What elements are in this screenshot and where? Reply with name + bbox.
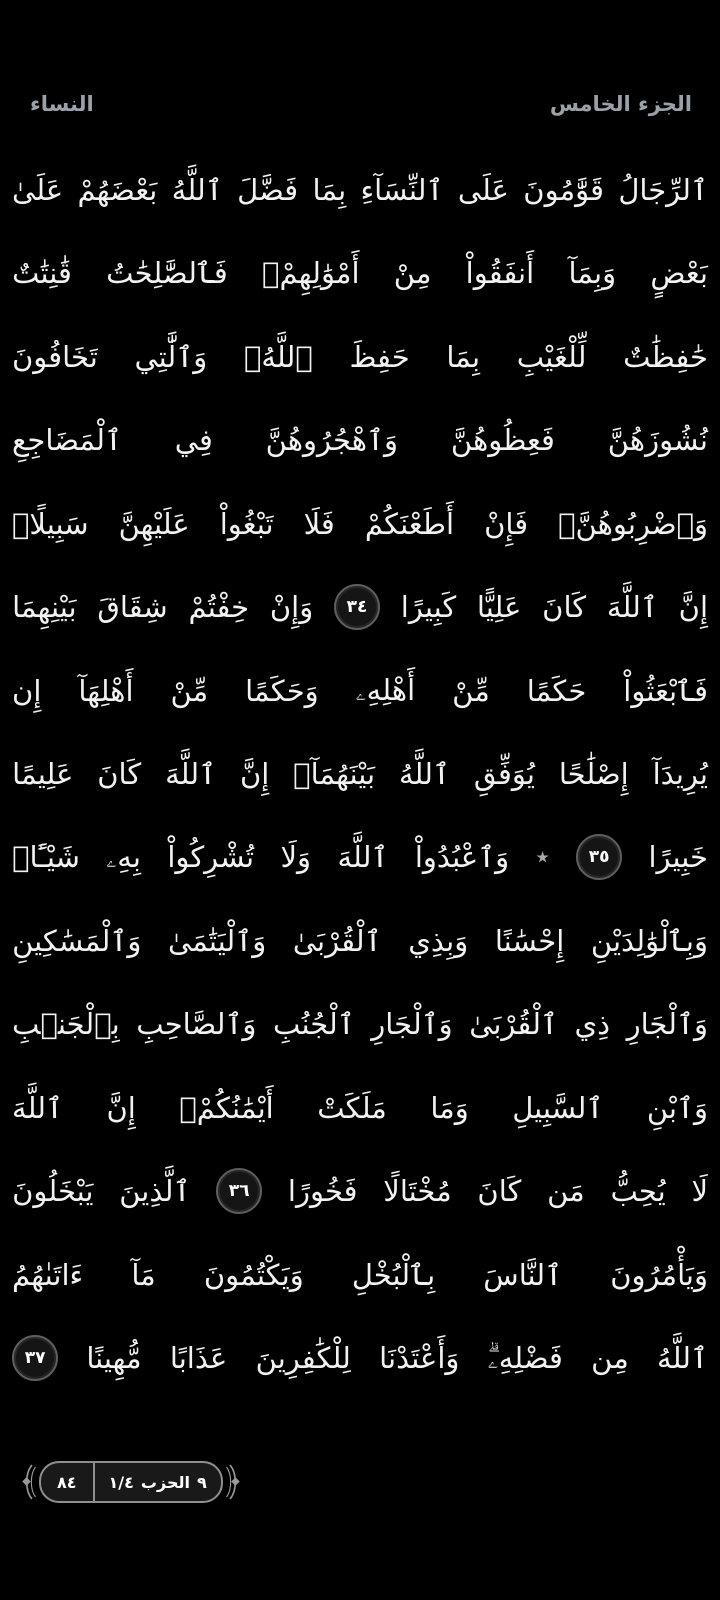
quran-word[interactable]: إِنَّ: [106, 1090, 136, 1125]
quran-word[interactable]: وَبِمَآ: [568, 256, 617, 291]
quran-word[interactable]: وَبِذِي: [408, 923, 469, 958]
quran-word[interactable]: عَلَيْهِنَّ: [118, 506, 190, 541]
quran-word[interactable]: وَٱعْبُدُواْ: [414, 840, 510, 875]
quran-word[interactable]: إِحْسَٰنًا: [494, 923, 565, 958]
quran-word[interactable]: بَعْضٍ: [650, 256, 708, 291]
quran-word[interactable]: أَنفَقُواْ: [465, 256, 535, 291]
surah-name-label: النساء: [30, 92, 94, 116]
quran-word[interactable]: وَٱلْمَسَٰكِينِ: [12, 923, 142, 958]
quran-word[interactable]: ٱللَّهَ: [12, 1090, 64, 1125]
page-indicator-pill: [39, 1461, 223, 1503]
quran-word[interactable]: وَمَا: [430, 1090, 469, 1125]
quran-word[interactable]: فِي: [174, 423, 213, 458]
quran-word[interactable]: وَٱلْجَارِ: [371, 1007, 453, 1042]
quran-word[interactable]: شَيْـًٔاۖ: [12, 840, 80, 875]
quran-word[interactable]: بَعْضَهُمْ: [77, 172, 158, 207]
quran-word[interactable]: وَٱبْنِ: [646, 1090, 708, 1125]
quran-word[interactable]: حَكَمًا: [526, 673, 587, 708]
mushaf-line: [8, 1317, 712, 1400]
quran-word[interactable]: مُخْتَالًا: [383, 1174, 452, 1209]
quran-word[interactable]: أَيْمَٰنُكُمْۗ: [179, 1090, 274, 1125]
quran-word[interactable]: ٱللَّهُۚ: [243, 339, 313, 374]
quran-word[interactable]: حَٰفِظَٰتٌ: [623, 339, 708, 374]
quran-word[interactable]: ٱلْجُنُبِ: [272, 1007, 355, 1042]
quran-word[interactable]: كَانَ: [477, 1174, 522, 1209]
quran-word[interactable]: بَيْنِهِمَا: [12, 590, 77, 625]
quran-word[interactable]: تَبْغُواْ: [219, 506, 274, 541]
quran-word[interactable]: أَهْلِهِۦ: [355, 673, 416, 708]
quran-word[interactable]: كَبِيرًا: [400, 590, 457, 625]
hizb-word: الحزب: [140, 1472, 190, 1492]
mushaf-line: [8, 1233, 712, 1316]
hizb-number: ٩: [196, 1472, 207, 1492]
quran-word[interactable]: شِقَاقَ: [97, 590, 168, 625]
quran-word[interactable]: يُوَفِّقِ: [473, 757, 535, 792]
quran-word[interactable]: مِّنْ: [170, 673, 209, 708]
quran-word[interactable]: ٱلْقُرْبَىٰ: [469, 1007, 558, 1042]
quran-word[interactable]: بِمَا: [446, 339, 481, 374]
quran-word[interactable]: سَبِيلًاۗ: [12, 506, 89, 541]
quran-word[interactable]: ٱللَّهَ: [606, 590, 658, 625]
ayah-number-badge[interactable]: ٣٧: [12, 1335, 58, 1381]
quran-word[interactable]: وَيَأْمُرُونَ: [610, 1257, 708, 1292]
quran-word[interactable]: عَلَى: [457, 172, 509, 207]
hizb-indicator-cell: [95, 1463, 221, 1501]
quran-word[interactable]: عَذَابًا: [169, 1341, 228, 1376]
quran-word[interactable]: وَيَكْتُمُونَ: [203, 1257, 304, 1292]
quran-word[interactable]: كَانَ: [97, 757, 142, 792]
ayah-number-badge[interactable]: ٣٥: [576, 834, 622, 880]
quran-word[interactable]: لِّلْغَيْبِ: [516, 339, 587, 374]
quran-word[interactable]: نُشُوزَهُنَّ: [607, 423, 708, 458]
quran-word[interactable]: ٱللَّهَ: [165, 757, 217, 792]
quran-word[interactable]: وَٱلْيَتَٰمَىٰ: [167, 923, 267, 958]
mushaf-line: [8, 231, 712, 314]
quran-word[interactable]: يُرِيدَآ: [652, 757, 708, 792]
quran-word[interactable]: بِٱلْبُخْلِ: [351, 1257, 436, 1292]
mushaf-line: [8, 315, 712, 398]
quran-word[interactable]: فَضْلِهِۦۗ: [487, 1340, 563, 1375]
mushaf-line: [8, 1150, 712, 1233]
quran-word[interactable]: ٱلرِّجَالُ: [618, 172, 708, 207]
ayah-number-badge[interactable]: ٣٦: [216, 1168, 262, 1214]
quran-word[interactable]: وَٱهْجُرُوهُنَّ: [265, 423, 399, 458]
quran-word[interactable]: خِفْتُمْ: [188, 590, 250, 625]
ayah-number-badge[interactable]: ٣٤: [334, 584, 380, 630]
quran-word[interactable]: فَعِظُوهُنَّ: [450, 423, 555, 458]
quran-word[interactable]: إِصْلَٰحًا: [558, 757, 629, 792]
quran-word[interactable]: وَحَكَمًا: [245, 673, 319, 708]
quran-word[interactable]: إِنَّ: [239, 757, 270, 792]
quran-word[interactable]: كَانَ: [542, 590, 587, 625]
quran-word[interactable]: أَهْلِهَآ: [78, 673, 134, 708]
quran-word[interactable]: بِهِۦ: [106, 839, 141, 874]
quran-word[interactable]: مِنْ: [393, 256, 432, 291]
quran-word[interactable]: تُشْرِكُواْ: [167, 840, 255, 875]
quran-word[interactable]: ٱللَّهُ: [171, 172, 223, 207]
quran-word[interactable]: وَٱلْجَارِ: [626, 1007, 708, 1042]
page-footer: [20, 1461, 242, 1503]
quran-word[interactable]: فَلَا: [303, 506, 335, 541]
quran-word[interactable]: فَخُورًا: [287, 1174, 358, 1209]
quran-word[interactable]: وَٱلصَّاحِبِ: [136, 1007, 257, 1042]
quran-word[interactable]: مِن: [591, 1341, 629, 1376]
quran-word[interactable]: عَلِيًّا: [476, 590, 522, 625]
quran-word[interactable]: ٱللَّهُ: [657, 1341, 708, 1376]
quran-word[interactable]: تَخَافُونَ: [12, 339, 98, 374]
quran-word[interactable]: أَطَعْنَكُمْ: [364, 506, 455, 541]
quran-word[interactable]: وَلَا: [280, 840, 312, 875]
quran-word[interactable]: ٱلنِّسَآءِ: [360, 172, 444, 207]
quran-word[interactable]: مَآ: [131, 1257, 156, 1292]
mushaf-line: [8, 649, 712, 732]
quran-word[interactable]: مَلَكَتْ: [317, 1090, 387, 1125]
quran-word[interactable]: قَوَّٰمُونَ: [523, 172, 604, 207]
quran-word[interactable]: بِمَا: [312, 172, 347, 207]
quran-word[interactable]: يَبْخَلُونَ: [12, 1174, 94, 1209]
footer-ornament-left-icon: [20, 1463, 36, 1501]
quran-word[interactable]: ٱلَّذِينَ: [119, 1174, 191, 1209]
mushaf-line: [8, 816, 712, 899]
quran-word[interactable]: إِن: [12, 673, 42, 708]
quran-word[interactable]: مِّنْ: [452, 673, 490, 708]
juz-name-label: الجزء الخامس: [549, 92, 692, 116]
quran-word[interactable]: ذِي: [574, 1007, 611, 1042]
quran-word[interactable]: إِنَّ: [678, 590, 708, 625]
quran-word[interactable]: وَأَعْتَدْنَا: [379, 1341, 460, 1376]
quran-word[interactable]: لَا: [691, 1174, 708, 1209]
quran-word[interactable]: بِٱلْجَنۢبِ: [12, 1007, 120, 1042]
quran-word[interactable]: ٱلسَّبِيلِ: [512, 1090, 604, 1125]
page-header: [30, 92, 692, 116]
mushaf-line: [8, 983, 712, 1066]
quran-word[interactable]: ٱلْقُرْبَىٰ: [292, 923, 382, 958]
hizb-fraction: ١/٤: [108, 1472, 134, 1492]
mushaf-lines: [8, 148, 712, 1400]
quran-word[interactable]: ٱلْمَضَاجِعِ: [12, 423, 122, 458]
page-number-cell: [41, 1463, 95, 1501]
quran-word[interactable]: عَلِيمًا: [12, 757, 74, 792]
mushaf-line: [8, 148, 712, 231]
mushaf-line: [8, 565, 712, 648]
quran-word[interactable]: فَإِنْ: [484, 506, 529, 541]
quran-word[interactable]: وَإِنْ: [269, 590, 314, 625]
quran-word[interactable]: ٱللَّهَ: [337, 840, 389, 875]
quran-word[interactable]: فَٱبْعَثُواْ: [623, 673, 708, 708]
quran-word[interactable]: وَٱلَّٰتِي: [134, 339, 208, 374]
quran-word[interactable]: بَيْنَهُمَآۗ: [293, 757, 376, 792]
rub-el-hizb-icon: ٭: [535, 842, 550, 873]
mushaf-line: [8, 482, 712, 565]
mushaf-line: [8, 732, 712, 815]
quran-word[interactable]: ٱللَّهُ: [399, 757, 450, 792]
mushaf-line: [8, 899, 712, 982]
quran-word[interactable]: خَبِيرًا: [648, 840, 708, 875]
quran-word[interactable]: فَضَّلَ: [237, 172, 299, 207]
quran-word[interactable]: حَفِظَ: [349, 339, 410, 374]
quran-word[interactable]: يُحِبُّ: [610, 1174, 666, 1209]
quran-word[interactable]: فَٱلصَّٰلِحَٰتُ: [106, 256, 228, 291]
mushaf-line: [8, 1066, 712, 1149]
quran-word[interactable]: ٱلنَّاسَ: [483, 1257, 563, 1292]
page-number: ٨٤: [57, 1472, 77, 1492]
quran-word[interactable]: قَٰنِتَٰتٌ: [12, 256, 72, 291]
quran-word[interactable]: عَلَىٰ: [12, 172, 64, 207]
quran-word[interactable]: ءَاتَىٰهُمُ: [12, 1257, 84, 1292]
quran-word[interactable]: وَبِٱلْوَٰلِدَيْنِ: [590, 923, 708, 958]
mushaf-line: [8, 398, 712, 481]
footer-ornament-right-icon: [226, 1463, 242, 1501]
quran-word[interactable]: مَن: [547, 1174, 585, 1209]
quran-word[interactable]: لِلْكَٰفِرِينَ: [255, 1341, 351, 1376]
quran-word[interactable]: وَٱضْرِبُوهُنَّۖ: [558, 506, 708, 541]
quran-word[interactable]: مُّهِينًا: [86, 1341, 142, 1376]
quran-word[interactable]: أَمْوَٰلِهِمْۚ: [262, 256, 360, 291]
